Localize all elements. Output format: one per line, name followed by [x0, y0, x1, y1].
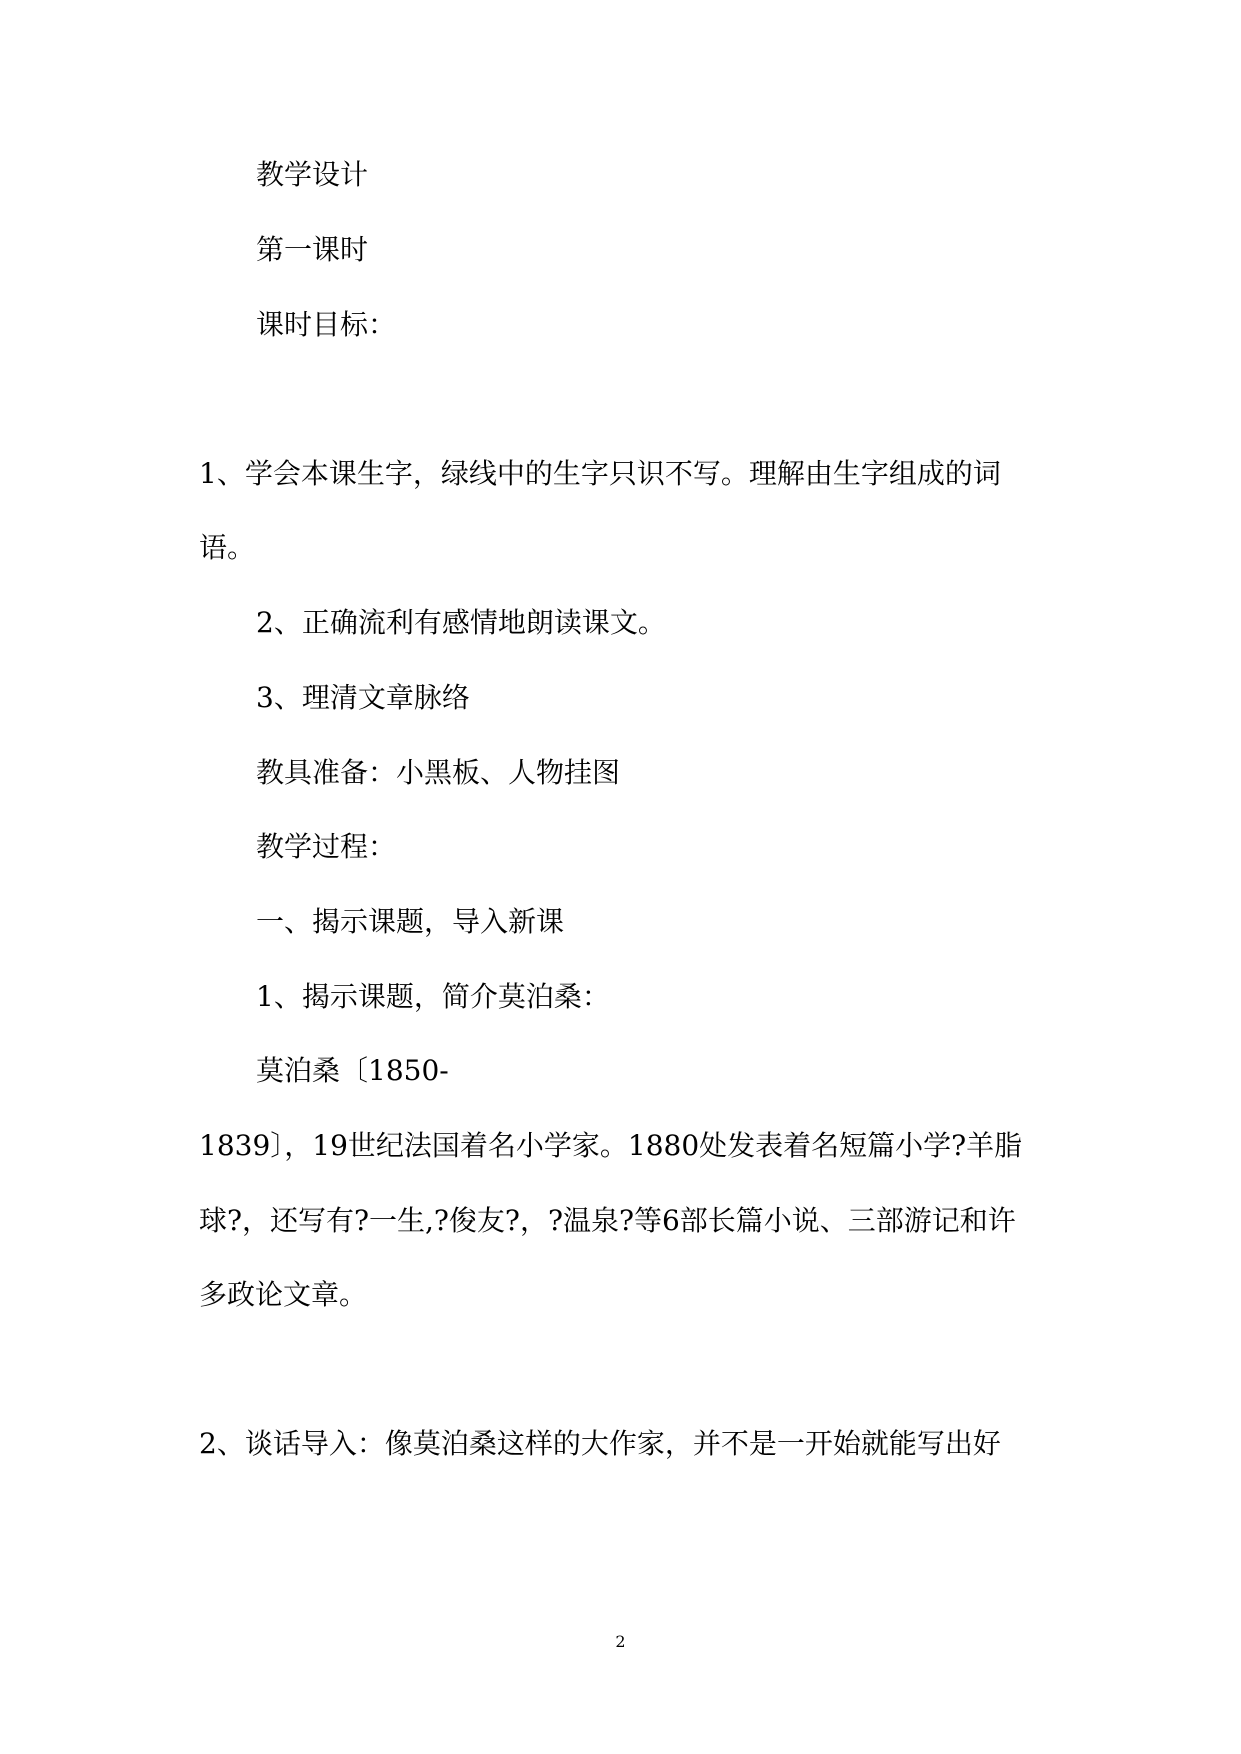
- maupassant-intro-line-1: 莫泊桑〔1850-: [256, 1054, 449, 1087]
- goal-1-line-2: 语。: [199, 531, 256, 564]
- maupassant-intro-line-3: 球?，还写有?一生,?俊友?，?温泉?等6部长篇小说、三部游记和许: [199, 1204, 1016, 1237]
- page-number: 2: [615, 1632, 626, 1651]
- heading-lesson-goals: 课时目标：: [256, 308, 397, 341]
- step-1-title: 1、揭示课题，简介莫泊桑：: [256, 980, 610, 1013]
- goal-1-line-1: 1、学会本课生字，绿线中的生字只识不写。理解由生字组成的词: [199, 457, 1001, 490]
- teaching-aids: 教具准备：小黑板、人物挂图: [256, 756, 621, 789]
- step-2-intro: 2、谈话导入：像莫泊桑这样的大作家，并不是一开始就能写出好: [199, 1427, 1001, 1460]
- heading-teaching-process: 教学过程：: [256, 830, 397, 863]
- maupassant-intro-line-4: 多政论文章。: [199, 1278, 368, 1311]
- goal-3: 3、理清文章脉络: [256, 681, 470, 714]
- heading-first-lesson: 第一课时: [256, 233, 369, 266]
- goal-2: 2、正确流利有感情地朗读课文。: [256, 606, 666, 639]
- heading-teaching-design: 教学设计: [256, 158, 369, 191]
- maupassant-intro-line-2: 1839〕，19世纪法国着名小学家。1880处发表着名短篇小学?羊脂: [199, 1129, 1023, 1162]
- section-1-title: 一、揭示课题，导入新课: [256, 905, 565, 938]
